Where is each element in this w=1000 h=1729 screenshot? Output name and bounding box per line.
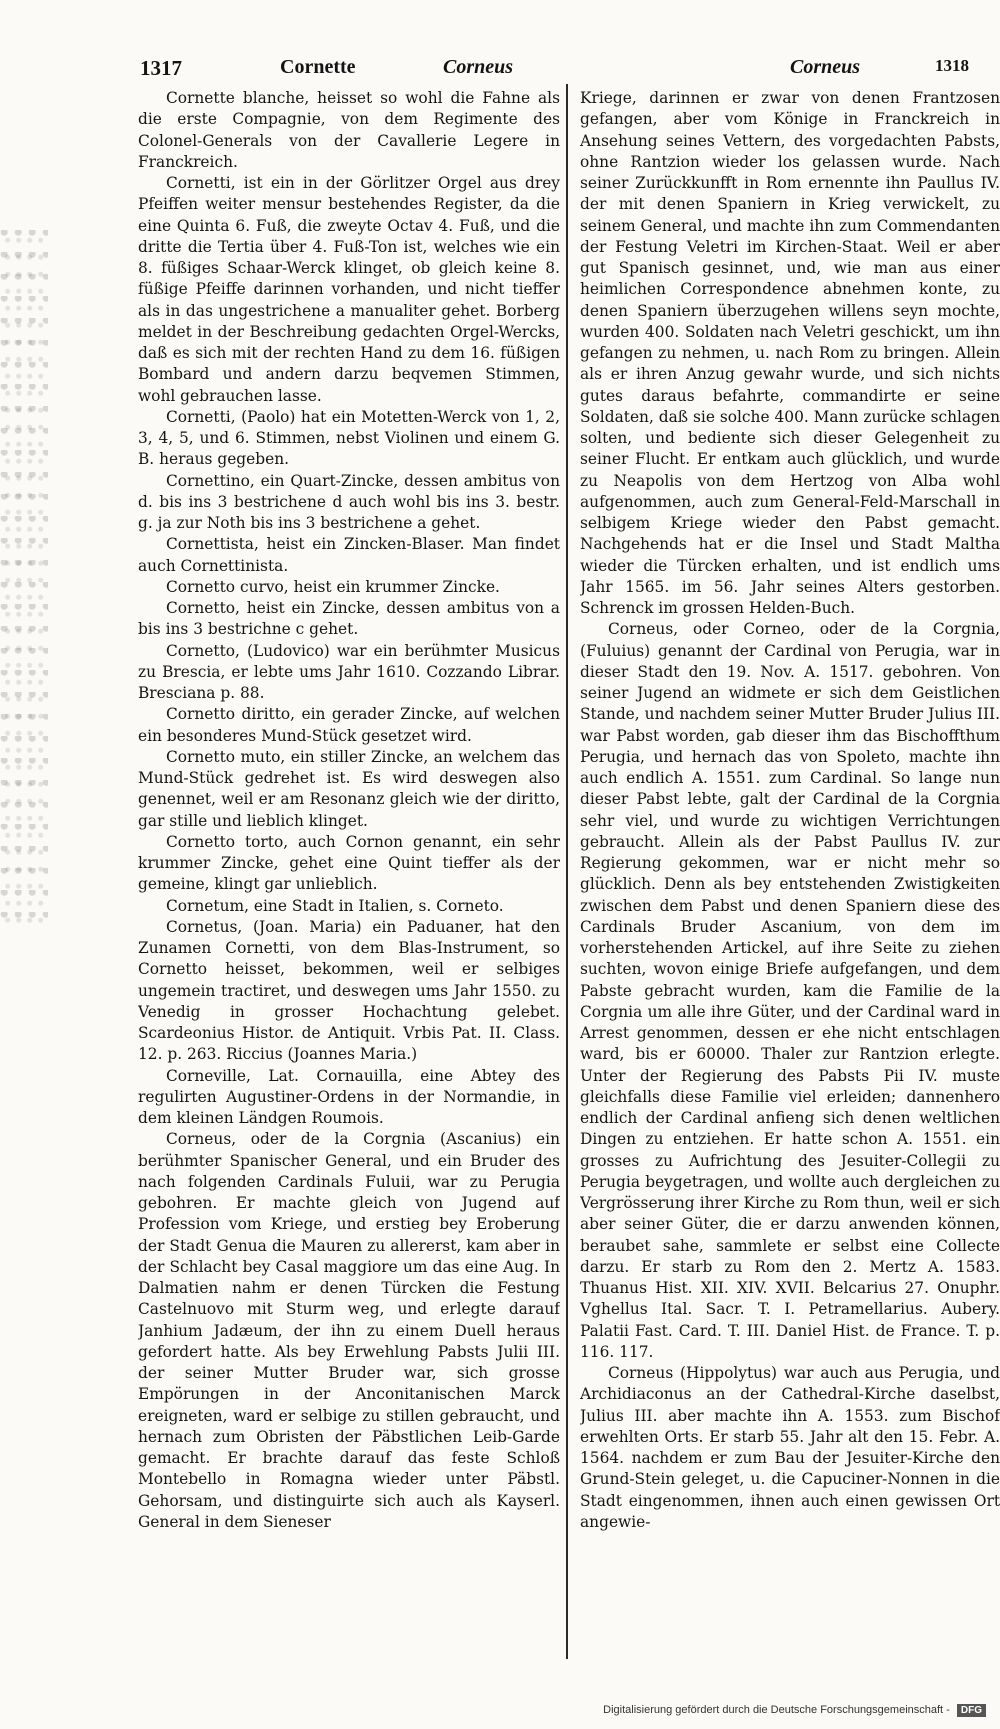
left-catchword-2: Corneus xyxy=(443,56,514,78)
entry-cornetto-diritto: Cornetto diritto, ein gerader Zincke, auf welchen ein besonderes Mund-Stück gesetzet wird. xyxy=(138,705,560,745)
entry-cornetto-torto: Cornetto torto, auch Cornon genannt, ein sehr krummer Zincke, gehet eine Quint tieffer als der gemeine, klingt gar unlieblich. xyxy=(138,832,560,894)
entry-cornetum: Cornetum, eine Stadt in Italien, s. Corneto. xyxy=(166,896,504,915)
entry-corneus-hippolytus: Corneus (Hippolytus) war auch aus Perugia, und Archidiaconus an der Cathedral-Kirche daselbst, Julius III. aber machte ihn A. 1553. zum Bischof erwehlten Orts. Er starb 55. Jahr alt den 15. Febr. A. 1564. nachdem er zum Bau der Jesuiter-Kirche den Grund-Stein geleget, u. die Capuciner-Nonnen in die Stadt eingenommen, ihnen auch einen gewissen Ort angewie- xyxy=(580,1364,1000,1531)
entry-corneville: Corneville, Lat. Cornauilla, eine Abtey des regulirten Augustiner-Ordens in der Normandie, in dem kleinen Ländgen Roumois. xyxy=(138,1066,560,1127)
page-header xyxy=(140,56,969,90)
entry-cornettino: Cornettino, ein Quart-Zincke, dessen ambitus von d. bis ins 3 bestrichene d auch wohl bis ins 3. bestr. g. ja zur Noth bis ins 3 bestrichene a gehet. xyxy=(138,471,560,532)
entry-cornetto-muto: Cornetto muto, ein stiller Zincke, an welchem das Mund-Stück gedrehet ist. Es wird deswegen also genennet, weil er am Resonanz gleich wie der diritto, gar stille und lieblich klinget. xyxy=(138,747,560,830)
entry-cornetto-ludovico: Cornetto, (Ludovico) war ein berühmter Musicus zu Brescia, er lebte ums Jahr 1610. Cozzando Librar. Bresciana p. 88. xyxy=(138,641,560,702)
entry-cornette-blanche: Cornette blanche, heisset so wohl die Fahne als die erste Compagnie, von dem Regimente des Colonel-Generals von der Cavallerie Legere in Franckreich. xyxy=(138,89,560,171)
entry-cornettista: Cornettista, heist ein Zincken-Blaser. Man findet auch Cornettinista. xyxy=(138,535,560,575)
entry-corneus-ascanius-cont: Kriege, darinnen er zwar von denen Frantzosen gefangen, aber vom Könige in Franckreich in Ansehung seines Vettern, des vorgedachten Pabsts, ohne Rantzion wieder los gelassen wurde. Nach seiner Zurückkunfft in Rom ernennte ihn Paullus IV. der mit denen Spaniern in Krieg verwickelt, zu seinem General, und machte ihn zum Commendanten der Festung Veletri im Kirchen-Staat. Weil er aber gut Spanisch gesinnet, und, wie man aus einer heimlichen Correspondence abnehmen konte, zu denen Spaniern überzugehen willens seyn mochte, wurden 400. Soldaten nach Veletri geschickt, um ihn gefangen zu nehmen, u. nach Rom zu bringen. Allein als er ihren Anzug gewahr wurde, und sich nichts gutes daraus befahrte, commandirte er seine Soldaten, daß sie solche 400. Mann zurücke schlagen solten, und bediente sich dieser Gelegenheit zu seiner Flucht. Er entkam auch glücklich, und wurde zu Neapolis von dem Hertzog von Alba wohl aufgenommen, auch zum General-Feld-Marschall in selbigem Kriege wieder den Pabst gemacht. Nachgehends hat er die Insel und Stadt Maltha wieder die Türcken erhalten, und ist endlich ums Jahr 1565. im 56. Jahr seines Alters gestorben. Schrenck im grossen Helden-Buch. xyxy=(580,89,1000,617)
entry-cornetus: Cornetus, (Joan. Maria) ein Paduaner, hat den Zunamen Cornetti, von dem Blas-Instrument, so Cornetto heisset, bekommen, weil er selbiges ungemein tractiret, und deswegen ums Jahr 1550. zu Venedig in grosser Hochachtung gelebet. Scardeonius Histor. de Antiquit. Vrbis Pat. II. Class. 12. p. 263. Riccius (Joannes Maria.) xyxy=(138,917,560,1064)
dfg-logo: DFG xyxy=(957,1704,986,1717)
right-catchword: Corneus xyxy=(790,56,861,78)
entry-cornetto: Cornetto, heist ein Zincke, dessen ambitus von a bis ins 3 bestrichne c gehet. xyxy=(138,599,560,639)
right-page-number: 1318 xyxy=(935,56,969,75)
entry-cornetti-organ: Cornetti, ist ein in der Görlitzer Orgel aus drey Pfeiffen weiter mensur bestehendes Register, da die eine Quinta 6. Fuß, die zweyte Octav 4. Fuß, und die dritte die Tertia über 4. Fuß-Ton ist, welches wie ein 8. füßiges Schaar-Werck klinget, ob gleich keine 8. füßige Pfeiffe darinnen vorhanden, und nicht tieffer als in das ungestrichene a manualiter gehet. Borberg meldet in der Beschreibung gedachten Orgel-Wercks, daß es sich mit der rechten Hand zu dem 16. füßigen Bombard und andern darzu beqvemen Stimmen, wohl gebrauchen lasse. xyxy=(138,174,560,405)
digitization-credit xyxy=(603,1704,986,1717)
left-column xyxy=(138,88,560,1677)
entry-corneus-ascanius: Corneus, oder de la Corgnia (Ascanius) ein berühmter Spanischer General, und ein Bruder des nach folgenden Cardinals Fuluii, war zu Perugia gebohren. Er machte gleich von Jugend auf Profession vom Kriege, und erstieg bey Eroberung der Stadt Genua die Mauren zu allererst, kam aber in der Schlacht bey Casal maggiore um das eine Aug. In Dalmatien nahm er denen Türcken die Festung Castelnuovo mit Sturm weg, und erlegte darauf Janhium Jadæum, der ihn zu einem Duell heraus gefordert hatte. Als bey Erwehlung Pabsts Julii III. der seiner Mutter Bruder war, sich grosse Empörungen in der Anconitanischen Marck ereigneten, ward er selbige zu stillen gebraucht, und hernach zum Obristen der Päbstlichen Leib-Garde gemacht. Er brachte darauf das feste Schloß Montebello in Romagna wieder unter Päbstl. Gehorsam, und distinguirte sich auch als Kayserl. General in dem Sieneser xyxy=(138,1130,560,1531)
credit-text: Digitalisierung gefördert durch die Deutsche Forschungsgemeinschaft - xyxy=(603,1704,950,1716)
column-divider xyxy=(566,84,568,1659)
right-column xyxy=(580,88,1000,1677)
entry-cornetti-paolo: Cornetti, (Paolo) hat ein Motetten-Werck von 1, 2, 3, 4, 5, und 6. Stimmen, nebst Violinen und einem G. B. heraus gegeben. xyxy=(138,407,560,469)
entry-cornetto-curvo: Cornetto curvo, heist ein krummer Zincke. xyxy=(166,577,500,596)
left-page-number: 1317 xyxy=(140,56,182,80)
left-catchword-1: Cornette xyxy=(280,56,356,78)
entry-corneus-fuluius: Corneus, oder Corneo, oder de la Corgnia, (Fuluius) genannt der Cardinal von Perugia, war in dieser Stadt den 19. Nov. A. 1517. gebohren. Von seiner Jugend an widmete er sich dem Geistlichen Stande, und nachdem seiner Mutter Bruder Julius III. war Pabst worden, gab dieser ihm das Bischoffthum Perugia, und hernach das von Spoleto, machte ihn auch endlich A. 1551. zum Cardinal. So lange nun dieser Pabst lebte, galt der Cardinal de la Corgnia sehr viel, und wurde zu wichtigen Verrichtungen gebraucht. Allein als der Pabst Paullus IV. zur Regierung gekommen, war er nicht mehr so glücklich. Denn als bey entstehenden Zwistigkeiten zwischen dem Pabst und denen Spaniern diese des Cardinals Bruder Ascanium, von dem im vorherstehenden Artickel, auf ihre Seite zu ziehen suchten, wovon einige Briefe aufgefangen, und dem Pabste gebracht wurden, kam die Familie de la Corgnia um alle ihre Güter, und der Cardinal ward in Arrest genommen, dessen er ehe nicht entschlagen ward, bis er 60000. Thaler zur Rantzion erlegte. Unter der Regierung des Pabsts Pii IV. muste gleichfalls diese Familie viel erleiden; dannenhero endlich der Cardinal anfieng sich denen weltlichen Dingen zu entziehen. Er hatte schon A. 1551. ein grosses zu Aufrichtung des Jesuiter-Collegii zu Perugia beygetragen, und wollte auch dergleichen zu Vergrösserung ihrer Kirche zu Rom thun, weil er sich aber seiner Güter, die er darzu anwenden können, beraubet sahe, sammlete er selbst eine Collecte darzu. Er starb zu Rom den 2. Mertz A. 1583. Thuanus Hist. XII. XIV. XVII. Belcarius 27. Onuphr. Vghellus Ital. Sacr. T. I. Petramellarius. Aubery. Palatii Fast. Card. T. III. Daniel Hist. de France. T. p. 116. 117. xyxy=(580,620,1000,1361)
margin-stain xyxy=(0,230,48,930)
